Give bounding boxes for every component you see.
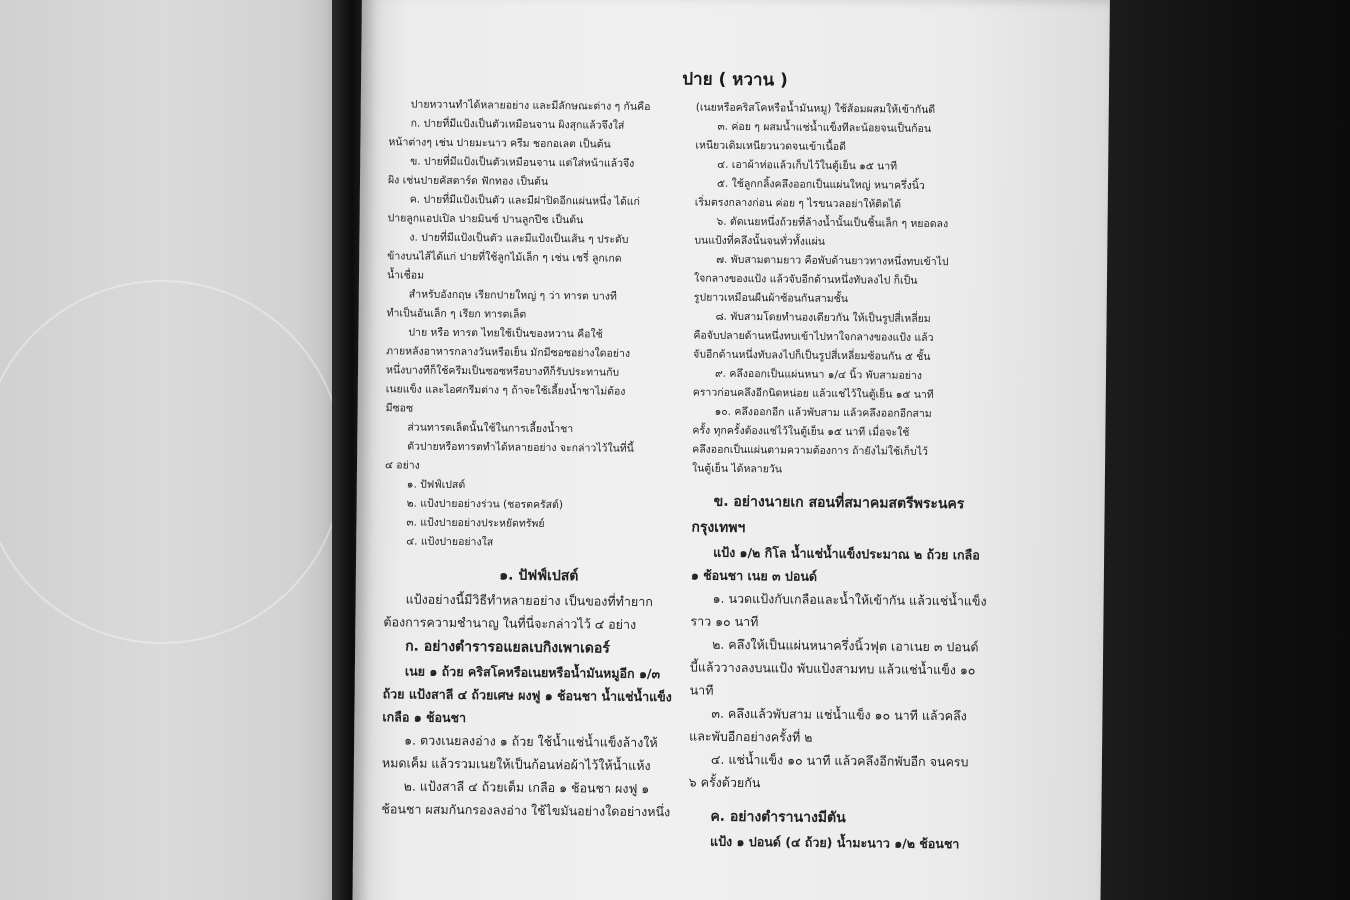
- text-line: เนย ๑ ถ้วย คริสโคหรือเนยหรือน้ำมันหมูอีก ๑/๓: [404, 663, 661, 682]
- text-line: ถ้วย แป้งสาลี ๔ ถ้วยเศษ ผงฟู ๑ ช้อนชา น้ำแช่น้ำแข็ง: [382, 686, 672, 705]
- text-line: ทำเป็นอันเล็ก ๆ เรียก ทารตเล็ต: [386, 307, 527, 321]
- text-line: หนึ่งบางทีก็ใช้ครีมเป็นซอซหรือบางทีก็รับประทานกับ: [385, 364, 620, 379]
- text-line: ๑. ปัฟฟ์เปสต์: [406, 478, 466, 492]
- text-line: ปายหวานทำได้หลายอย่าง และมีลักษณะต่าง ๆ กันคือ: [410, 98, 651, 114]
- text-line: ครั้ง ทุกครั้งต้องแช่ไว้ในตู้เย็น ๑๕ นาที เมื่อจะใช้: [692, 424, 910, 439]
- text-line: ปายลูกแอปเปิล ปายมินซ์ ปานลูกปีช เป็นต้น: [387, 212, 584, 227]
- text-line: ๑. นวดแป้งกับเกลือและน้ำให้เข้ากัน แล้วแช่น้ำแข็ง: [712, 590, 987, 609]
- section-heading: ก. อย่างตำรารอแยลเบกิงเพาเดอร์: [405, 638, 610, 657]
- text-line: คลึงออกเป็นแผ่นตามความต้องการ ถ้ายังไม่ใช้เก็บไว้: [692, 443, 928, 458]
- text-line: ๔. แป้งปายอย่างใส: [406, 535, 494, 549]
- text-line: ๓. แป้งปายอย่างประหยัดทรัพย์: [406, 516, 545, 530]
- text-line: รูปยาวเหมือนผืนผ้าซ้อนกันสามชั้น: [693, 291, 849, 306]
- text-line: ๑. ตวงเนยลงอ่าง ๑ ถ้วย ใช้น้ำแช่น้ำแข็งล้างให้: [404, 732, 658, 751]
- text-line: บนแป้งที่คลึงนั้นจนทั่วทั้งแผ่น: [694, 234, 826, 248]
- text-line: แป้งอย่างนี้มีวิธีทำหลายอย่าง เป็นของที่ทำยาก: [405, 591, 653, 610]
- text-line: ๖ ครั้งด้วยกัน: [688, 774, 761, 791]
- text-line: ผิง เช่นปายคัสตาร์ด ฟักทอง เป็นต้น: [387, 174, 549, 188]
- dark-background: [1080, 0, 1350, 900]
- text-line: ปาย หรือ ทารต ไทยใช้เป็นของหวาน คือใช้: [408, 326, 603, 341]
- text-line: คือจับปลายด้านหนึ่งทบเข้าไปหาใจกลางของแป้ง แล้ว: [693, 329, 934, 345]
- text-line: ๒. แป้งสาลี ๔ ถ้วยเต็ม เกลือ ๑ ช้อนชา ผงฟู ๑: [403, 778, 650, 797]
- section-heading: ๑. ปัฟฟ์เปสต์: [499, 567, 579, 585]
- text-line: เนยแข็ง และไอศกรีมต่าง ๆ ถ้าจะใช้เลี้ยงน้ำชาไม่ต้อง: [385, 383, 626, 398]
- text-line: แป้ง ๑/๒ กิโล น้ำแช่น้ำแข็งประมาณ ๒ ถ้วย เกลือ: [713, 544, 980, 563]
- text-line: น้ำเชื่อม: [386, 269, 425, 282]
- text-line: ๔ อย่าง: [384, 459, 420, 472]
- text-line: ในตู้เย็น ได้หลายวัน: [691, 462, 783, 476]
- text-line: มีซอซ: [385, 402, 414, 415]
- text-line: ๗. พับสามตามยาว คือพับด้านยาวทางหนึ่งทบเข้าไป: [716, 253, 949, 269]
- text-line: ๑๐. คลึงออกอีก แล้วพับสาม แล้วคลึงออกอีกสาม: [714, 405, 932, 420]
- text-line: ก. ปายที่มีแป้งเป็นตัวเหมือนจาน ผิงสุกแล้วจึงใส่: [410, 117, 625, 132]
- text-line: ใจกลางของแป้ง แล้วจับอีกด้านหนึ่งทับลงไป ก็เป็น: [693, 272, 918, 287]
- text-line: ช้อนชา ผสมกันกรองลงอ่าง ใช้ไขมันอย่างใดอย่างหนึ่ง: [381, 801, 671, 820]
- text-line: ๙. คลึงออกเป็นแผ่นหนา ๑/๔ นิ้ว พับสามอย่าง: [714, 367, 923, 382]
- left-page: [0, 0, 350, 900]
- text-line: เหนียวเดิมเหนียวนวดจนเข้าเนื้อดี: [695, 139, 847, 154]
- text-line: ๕. ใช้ลูกกลิ้งคลึงออกเป็นแผ่นใหญ่ หนาครึ่งนิ้ว: [716, 177, 925, 192]
- text-line: ภายหลังอาหารกลางวันหรือเย็น มักมีซอซอย่างใดอย่าง: [386, 345, 631, 360]
- text-line: สำหรับอังกฤษ เรียกปายใหญ่ ๆ ว่า ทารต บางที: [408, 288, 617, 303]
- text-line: บี้แล้ววางลงบนแป้ง พับแป้งสามทบ แล้วแช่น้ำแข็ง ๑๐: [689, 659, 976, 678]
- text-line: แป้ง ๑ ปอนด์ (๔ ถ้วย) น้ำมะนาว ๑/๒ ช้อนชา: [710, 833, 960, 852]
- right-page: [352, 0, 1110, 900]
- text-line: ๑ ช้อนชา เนย ๓ ปอนด์: [690, 567, 818, 584]
- text-line: ๓. คลึงแล้วพับสาม แช่น้ำแข็ง ๑๐ นาที แล้วคลึง: [711, 705, 967, 724]
- text-line: เริ่มตรงกลางก่อน ค่อย ๆ ไรขนวลอย่าให้ติดได้: [694, 196, 902, 211]
- text-line: ค. ปายที่มีแป้งเป็นตัว และมีฝาปิดอีกแผ่นหนึ่ง ได้แก่: [409, 193, 641, 208]
- text-line: ๔. เอาผ้าห่อแล้วเก็บไว้ในตู้เย็น ๑๕ นาที: [717, 158, 898, 173]
- text-line: ตัวปายหรือทารตทำได้หลายอย่าง จะกล่าวไว้ในที่นี้: [407, 440, 634, 455]
- text-line: หมดเค็ม แล้วรวมเนยให้เป็นก้อนห่อผ้าไว้ให้น้ำแห้ง: [381, 755, 651, 774]
- text-line: ข. ปายที่มีแป้งเป็นตัวเหมือนจาน แต่ใส่หน้าแล้วจึง: [410, 155, 635, 170]
- section-heading: กรุงเทพฯ: [691, 519, 746, 537]
- text-line: และพับอีกอย่างครั้งที่ ๒: [689, 728, 813, 745]
- faint-show-through-circle: [0, 280, 344, 644]
- text-line: ง. ปายที่มีแป้งเป็นตัว และมีแป้งเป็นเส้น ๆ ประดับ: [409, 231, 629, 246]
- text-line: (เนยหรือคริสโคหรือน้ำมันหมู) ใช้ส้อมผสมให้เข้ากันดี: [695, 101, 936, 117]
- text-line: ๖. ตัดเนยหนึ่งถ้วยที่ล้างน้ำนั้นเป็นชิ้นเล็ก ๆ หยอดลง: [716, 215, 949, 231]
- text-line: ๒. คลึงให้เป็นแผ่นหนาครึ่งนิ้วฟุต เอาเนย ๓ ปอนด์: [712, 636, 979, 655]
- right-text-column: [688, 99, 1021, 856]
- section-heading: ค. อย่างตำรานางมีตัน: [710, 808, 846, 827]
- text-line: ๘. พับสามโดยทำนองเดียวกัน ให้เป็นรูปสี่เหลี่ยม: [715, 310, 931, 325]
- text-line: ส่วนทารตเล็ตนั้นใช้ในการเลี้ยงน้ำชา: [407, 421, 574, 436]
- text-line: ข้างบนไส้ได้แก่ ปายที่ใช้ลูกไม้เล็ก ๆ เช่น เชรี่ ลูกเกด: [387, 250, 622, 265]
- text-line: เกลือ ๑ ช้อนชา: [382, 709, 467, 726]
- text-line: ๓. ค่อย ๆ ผสมน้ำแช่น้ำแข็งทีละน้อยจนเป็นก้อน: [717, 120, 932, 135]
- text-line: หน้าต่างๆ เช่น ปายมะนาว ครีม ชอกอเลต เป็นต้น: [388, 136, 611, 151]
- text-line: จับอีกด้านหนึ่งทับลงไปก็เป็นรูปสี่เหลี่ยมซ้อนกัน ๕ ชั้น: [693, 348, 931, 363]
- left-text-column: [381, 95, 699, 823]
- text-line: ๔. แช่น้ำแข็ง ๑๐ นาที แล้วคลึงอีกพับอีก จนครบ: [710, 751, 969, 770]
- text-line: ต้องการความชำนาญ ในที่นี่จะกล่าวไว้ ๔ อย่าง: [383, 614, 637, 632]
- section-heading: ข. อย่างนายเก สอนที่สมาคมสตรีพระนคร: [713, 493, 965, 513]
- text-line: ราว ๑๐ นาที: [690, 613, 759, 630]
- page-title: ปาย ( หวาน ): [682, 69, 788, 91]
- text-line: คราวก่อนคลึงอีกนิดหน่อย แล้วแช่ไว้ในตู้เย็น ๑๕ นาที: [692, 386, 934, 402]
- text-line: ๒. แป้งปายอย่างร่วน (ชอรตครัสต์): [406, 497, 564, 512]
- text-line: นาที: [689, 682, 714, 698]
